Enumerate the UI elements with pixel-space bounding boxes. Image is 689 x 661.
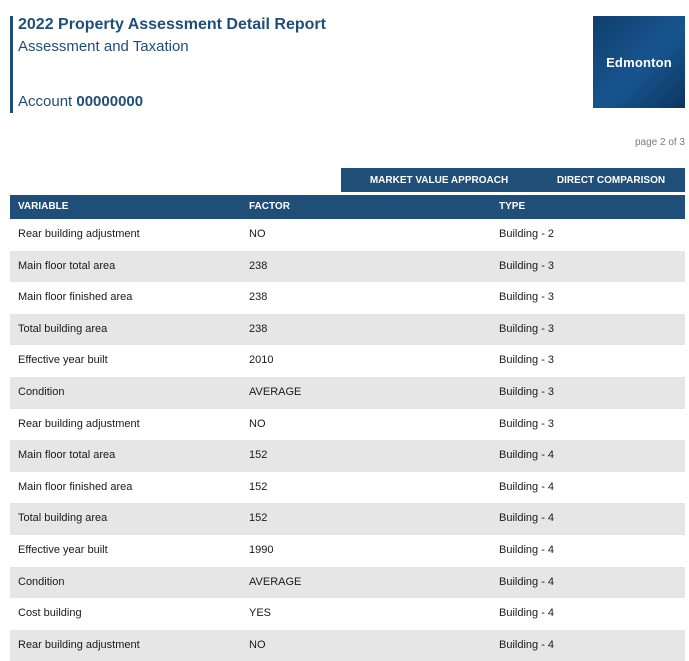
variable-cell: Total building area	[18, 512, 108, 525]
variable-cell: Effective year built	[18, 543, 108, 556]
variable-cell: Condition	[18, 385, 65, 398]
variable-cell: Total building area	[18, 322, 108, 335]
factor-cell: NO	[249, 228, 266, 240]
table-row	[10, 377, 685, 409]
table-row	[10, 409, 685, 441]
approach-value: DIRECT COMPARISON	[556, 174, 666, 186]
factor-cell: 238	[249, 259, 268, 272]
market-value-approach-banner	[341, 168, 685, 192]
type-cell: Building - 2	[499, 228, 555, 240]
table-row	[10, 598, 685, 630]
factor-cell: NO	[249, 417, 266, 430]
column-header-type: TYPE	[499, 201, 526, 212]
page-number: page 2 of 3	[634, 137, 685, 148]
factor-cell: 1990	[249, 543, 274, 556]
type-cell: Building - 3	[499, 259, 555, 272]
variable-cell: Main floor total area	[18, 259, 116, 272]
table-row	[10, 567, 685, 599]
type-cell: Building - 3	[499, 417, 555, 430]
type-cell: Building - 3	[499, 385, 555, 398]
factor-cell: NO	[249, 638, 266, 651]
variable-cell: Rear building adjustment	[18, 228, 140, 240]
table-row	[10, 503, 685, 535]
factor-cell: 152	[249, 480, 268, 493]
type-cell: Building - 4	[499, 543, 555, 556]
type-cell: Building - 4	[499, 607, 555, 620]
table-row	[10, 535, 685, 567]
table-body	[10, 219, 685, 661]
variable-cell: Rear building adjustment	[18, 417, 140, 430]
header-accent-bar	[10, 16, 13, 113]
table-row	[10, 630, 685, 661]
factor-cell: 152	[249, 449, 268, 462]
factor-cell: AVERAGE	[249, 385, 302, 398]
assessment-table	[10, 195, 685, 661]
table-row	[10, 314, 685, 346]
factor-cell: AVERAGE	[249, 575, 302, 588]
table-row	[10, 472, 685, 504]
variable-cell: Cost building	[18, 607, 82, 620]
factor-cell: YES	[249, 607, 272, 620]
logo-text: Edmonton	[606, 54, 672, 70]
type-cell: Building - 3	[499, 354, 555, 367]
approach-label: MARKET VALUE APPROACH	[369, 174, 509, 186]
variable-cell: Main floor finished area	[18, 480, 133, 493]
account-number: 00000000	[76, 93, 144, 110]
table-row	[10, 345, 685, 377]
edmonton-logo	[593, 16, 685, 108]
account-label: Account	[18, 93, 73, 110]
table-row	[10, 251, 685, 283]
type-cell: Building - 3	[499, 322, 555, 335]
factor-cell: 238	[249, 291, 268, 304]
type-cell: Building - 4	[499, 480, 555, 493]
table-row	[10, 219, 685, 251]
report-subtitle: Assessment and Taxation	[18, 38, 189, 55]
type-cell: Building - 4	[499, 575, 555, 588]
variable-cell: Condition	[18, 575, 65, 588]
report-title: 2022 Property Assessment Detail Report	[18, 16, 326, 33]
table-row	[10, 440, 685, 472]
type-cell: Building - 3	[499, 291, 555, 304]
column-header-variable: VARIABLE	[18, 201, 69, 212]
factor-cell: 152	[249, 512, 268, 525]
type-cell: Building - 4	[499, 449, 555, 462]
variable-cell: Rear building adjustment	[18, 638, 140, 651]
type-cell: Building - 4	[499, 638, 555, 651]
account-line	[18, 93, 143, 110]
table-row	[10, 282, 685, 314]
variable-cell: Effective year built	[18, 354, 108, 367]
column-header-factor: FACTOR	[249, 201, 290, 212]
variable-cell: Main floor total area	[18, 449, 116, 462]
factor-cell: 2010	[249, 354, 274, 367]
type-cell: Building - 4	[499, 512, 555, 525]
factor-cell: 238	[249, 322, 268, 335]
variable-cell: Main floor finished area	[18, 291, 133, 304]
table-header	[10, 195, 685, 219]
